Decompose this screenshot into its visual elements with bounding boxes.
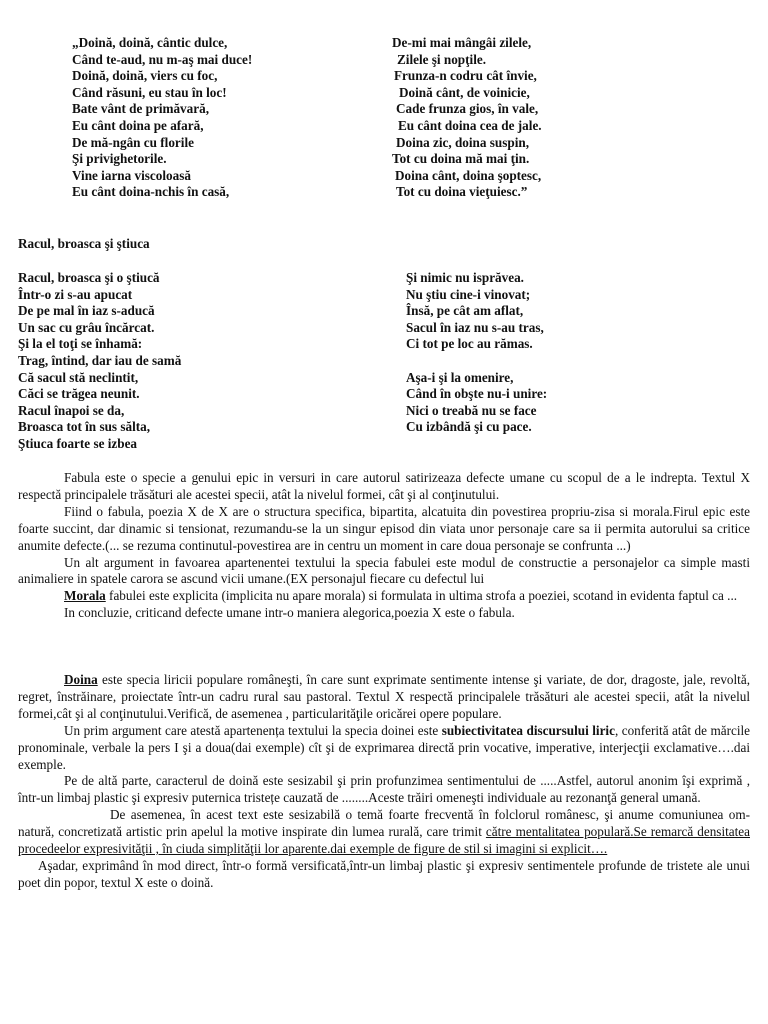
fabula-essay [18, 470, 750, 622]
poem-line: Racul, broasca şi o ştiucă [18, 270, 160, 285]
poem-line: Nu ştiu cine-i vinovat; [406, 286, 531, 302]
poem-line: Doina zic, doina suspin, [396, 134, 530, 150]
poem-line: Şi privighetorile. [72, 151, 167, 167]
paragraph [18, 723, 750, 774]
stanza-gap [406, 353, 547, 370]
term-doina: Doina [64, 672, 98, 687]
paragraph: Fabula este o specie a genului epic in versuri in care autorul satirizeaza defecte umane cu scopul de a le indrepta. Textul X respectă principalele trăsături ale acestei specii, atât la nivelul formei, cât şi al conţinutului. [18, 470, 750, 502]
poem-line: Aşa-i şi la omenire, [406, 369, 514, 385]
poem-line: Însă, pe cât am aflat, [406, 303, 524, 319]
poem-line: Când te-aud, nu m-aş mai duce! [72, 51, 253, 67]
poem-line: Căci se trăgea neunit. [18, 386, 140, 402]
poem-line: Zilele şi nopţile. [397, 51, 487, 67]
paragraph-text: , conferită atât de mărcile pronominale, verbale la pers I şi a doua(dai exemple) cît şi de exprimarea directă prin vocative, imperative, interjecţii exclamative….dai exemple. [18, 722, 750, 772]
poem-line: Broasca tot în sus sălta, [18, 419, 151, 435]
poem-line: Doina cânt, doina şoptesc, [395, 167, 542, 183]
poem-line: Racul înapoi se da, [18, 402, 125, 418]
paragraph: Fiind o fabula, poezia X de X are o structura specifica, bipartita, alcatuita din povestirea propriu-zisa si morala.Firul epic este foarte succint, dar dinamic si tensionat, rezumandu-se la un singur episod din viata unor personaje care sa ii permita autorului sa critice anumite defecte.(... se rezuma continutul-povestirea are in centru un moment in care doua personaje se confrunta ...) [18, 503, 750, 553]
poem-line: Frunza-n codru cât învie, [394, 68, 537, 84]
poem-line: Cade frunza gios, în vale, [396, 101, 539, 117]
paragraph-text: fabulei este explicita (implicita nu apare morala) si formulata in ultima strofa a poeziei, scotand in evidenta faptul ca ... [105, 588, 738, 604]
fable-left-column [18, 270, 181, 453]
poem-line: Când în obşte nu-i unire: [406, 386, 548, 402]
poem-line: Eu cânt doina pe afară, [72, 117, 204, 133]
paragraph: Pe de altă parte, caracterul de doină este sesizabil şi prin profunzimea sentimentului de .....Astfel, autorul anonim îşi exprimă , într-un limbaj plastic şi expresiv puternica tristețe cauzată de ........Aceste trăiri omeneşti individuale au rezonanţă general umană. [18, 773, 750, 806]
poem-line: Că sacul stă neclintit, [18, 369, 139, 385]
poem-line: De-mi mai mângâi zilele, [392, 35, 532, 50]
fable-title: Racul, broasca şi ştiuca [18, 236, 150, 251]
poem-line: Şi la el toţi se înhamă: [18, 336, 143, 352]
poem-line: De mă-ngân cu florile [72, 134, 194, 150]
poem-line: Un sac cu grâu încărcat. [18, 319, 155, 335]
poem-line: Ştiuca foarte se izbea [18, 435, 138, 451]
paragraph: Un alt argument in favoarea apartenentei textului la specia fabulei este modul de constructie a personajelor ca simple masti animaliere in spatele carora se ascund vicii umane.(EX personajul fiecare cu defectul lui [18, 554, 750, 587]
poem-line: Doină cânt, de voinicie, [399, 84, 530, 100]
paragraph [18, 807, 750, 858]
poem-line: Când răsuni, eu stau în loc! [72, 84, 227, 100]
poem-line: Doină, doină, viers cu foc, [72, 68, 218, 84]
poem-line: Într-o zi s-au apucat [18, 286, 133, 302]
paragraph: Aşadar, exprimând în mod direct, într-o formă versificată,într-un limbaj plastic şi expresiv sentimentele profunde de tristete ale unui poet din popor, textul X este o doină. [18, 857, 750, 890]
doina-essay [18, 672, 750, 892]
poem-line: Eu cânt doina cea de jale. [398, 117, 542, 133]
paragraph: In concluzie, criticand defecte umane intr-o maniera alegorica,poezia X este o fabula. [64, 605, 515, 621]
poem-line: Tot cu doina vieţuiesc.” [396, 184, 528, 200]
doina-poem-right-column [392, 35, 542, 201]
paragraph-text: De asemenea, în acest text este sesizabilă o temă foarte frecventă în folclorul românesc, şi anume comuniunea om-natură, concretizată artistic prin apelul la motive inspirate din lumea rurală, care trimit [18, 807, 750, 840]
paragraph-text: este specia liricii populare româneşti, în care sunt exprimate sentimente intense şi variate, de dor, dragoste, jale, revoltă, regret, înstrăinare, proiectate într-un cadru rural sau pastoral. Textul X respectă principalele trăsături ale acestei specii, atât la nivelul formei,cât şi al conţinutului.Verifică, de asemenea , particularităţile oricărei opere populare. [18, 672, 750, 721]
paragraph [18, 672, 750, 723]
term-morala: Morala [64, 588, 106, 604]
poem-line: Cu izbândă şi cu pace. [406, 419, 532, 435]
poem-line: Vine iarna viscoloasă [72, 167, 191, 183]
fable-right-column [406, 270, 547, 436]
poem-line: Tot cu doina mă mai ţin. [392, 151, 530, 167]
poem-line: Nici o treabă nu se face [406, 402, 537, 418]
poem-line: Trag, întind, dar iau de samă [18, 352, 182, 368]
paragraph [18, 588, 750, 605]
poem-line: Sacul în iaz nu s-au tras, [406, 319, 544, 335]
poem-line: Ci tot pe loc au rămas. [406, 336, 533, 352]
paragraph-text: Un prim argument care atestă apartenența textului la specia doinei este [64, 722, 442, 738]
poem-line: De pe mal în iaz s-aducă [18, 303, 155, 319]
poem-line: Eu cânt doina-nchis în casă, [72, 184, 230, 200]
poem-line: Bate vânt de primăvară, [72, 101, 209, 117]
doina-poem-left-column [72, 35, 252, 201]
poem-line: Şi nimic nu isprăvea. [406, 270, 524, 285]
poem-line: „Doină, doină, cântic dulce, [72, 35, 228, 50]
underlined-text: către mentalitatea populară.Se remarcă densitatea procedeelor expresivităţii , în ciuda simplităţii lor aparente.dai exemple de figure de stil si imagini si explicit…. [18, 824, 750, 857]
emphasis-subiectivitatea: subiectivitatea discursului liric [441, 722, 615, 738]
